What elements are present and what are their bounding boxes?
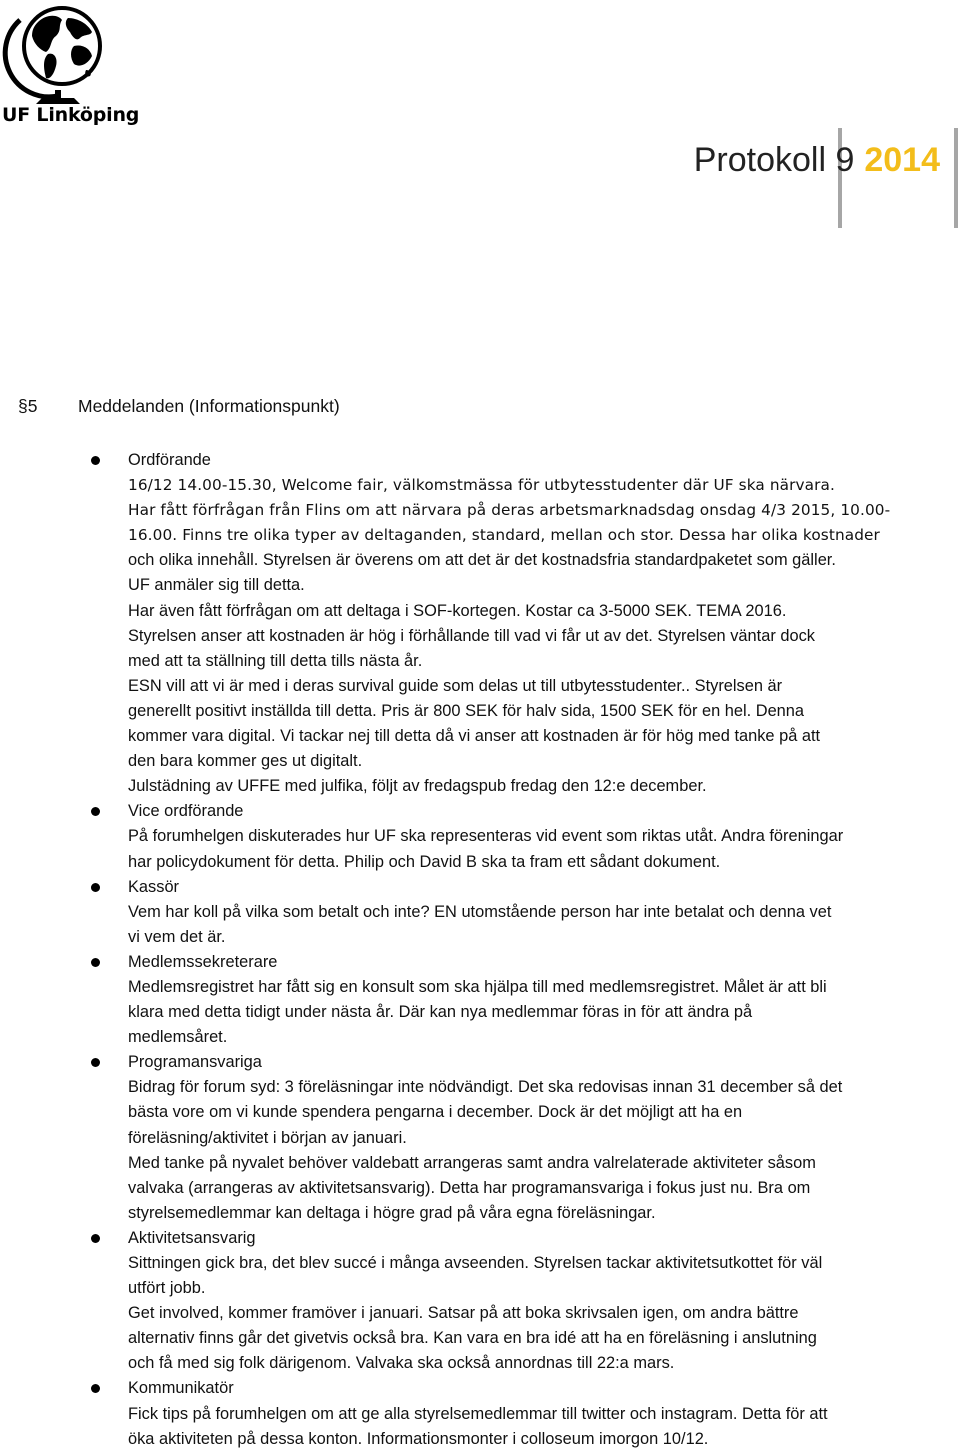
item-line: styrelsemedlemmar kan deltaga i högre grad på våra egna föreläsningar. xyxy=(128,1203,656,1222)
bullet-icon xyxy=(91,1058,100,1067)
title-year: 2014 xyxy=(864,141,940,179)
item-line: ESN vill att vi är med i deras survival guide som delas ut till utbytesstudenter.. Styrelsen är xyxy=(128,676,783,695)
bullet-icon xyxy=(91,883,100,892)
item-line: utfört jobb. xyxy=(128,1279,206,1298)
list-item-ordforande xyxy=(128,448,948,799)
item-line: Med tanke på nyvalet behöver valdebatt arrangeras samt andra valrelaterade aktiviteter såsom xyxy=(128,1153,816,1172)
list-item-vice-ordforande xyxy=(128,799,948,874)
bullet-icon xyxy=(91,1384,100,1393)
item-line: medlemsåret. xyxy=(128,1028,228,1047)
section-title: Meddelanden (Informationspunkt) xyxy=(78,396,340,416)
item-role: Aktivitetsansvarig xyxy=(128,1228,256,1247)
logo-text: UF Linköping xyxy=(2,104,140,126)
item-line: klara med detta tidigt under nästa år. Där kan nya medlemmar föras in för att ändra på xyxy=(128,1003,753,1022)
uf-linkoping-logo xyxy=(0,0,140,130)
item-line: alternativ finns går det givetvis också bra. Kan vara en bra idé att ha en föreläsning i anslutning xyxy=(128,1329,817,1348)
item-line: kommer vara digital. Vi tackar nej till detta då vi anser att kostnaden är för hög med tanke på att xyxy=(128,727,821,746)
item-role: Kassör xyxy=(128,877,180,896)
item-line: UF anmäler sig till detta. xyxy=(128,576,305,595)
item-line: Get involved, kommer framöver i januari. Satsar på att boka skrivsalen igen, om andra bättre xyxy=(128,1304,799,1323)
item-line: På forumhelgen diskuterades hur UF ska representeras vid event som riktas utåt. Andra föreningar xyxy=(128,827,844,846)
item-line: Vem har koll på vilka som betalt och inte? EN utomstående person har inte betalat och denna vet xyxy=(128,902,832,921)
bullet-icon xyxy=(91,807,100,816)
title-text: Protokoll 9 xyxy=(693,141,855,179)
list-item-aktivitetsansvarig xyxy=(128,1226,948,1377)
bullet-icon xyxy=(91,958,100,967)
item-line: Bidrag för forum syd: 3 föreläsningar inte nödvändigt. Det ska redovisas innan 31 december så det xyxy=(128,1078,843,1097)
item-line: Har fått förfrågan från Flins om att närvara på deras arbetsmarknadsdag onsdag 4/3 2015, 10.00- xyxy=(128,501,891,520)
item-role: Medlemssekreterare xyxy=(128,952,278,971)
item-role: Vice ordförande xyxy=(128,802,244,821)
item-line: den bara kommer ges ut digitalt. xyxy=(128,752,363,771)
item-line: Julstädning av UFFE med julfika, följt av fredagspub fredag den 12:e december. xyxy=(128,777,707,796)
item-line: och olika innehåll. Styrelsen är överens om att det är det kostnadsfria standardpaketet som gäller. xyxy=(128,551,836,570)
item-line: generellt positivt inställda till detta. Pris är 800 SEK för halv sida, 1500 SEK för en hel. Denna xyxy=(128,701,805,720)
title-divider-right xyxy=(954,128,958,228)
document-title xyxy=(694,140,940,180)
item-line: har policydokument för detta. Philip och David B ska ta fram ett sådant dokument. xyxy=(128,852,721,871)
bullet-icon xyxy=(91,1234,100,1243)
bullet-list xyxy=(128,448,948,1452)
bullet-icon xyxy=(91,456,100,465)
item-line: Medlemsregistret har fått sig en konsult som ska hjälpa till med medlemsregistret. Målet är att bli xyxy=(128,977,827,996)
globe-icon xyxy=(0,0,120,110)
list-item-kassor xyxy=(128,875,948,950)
item-line: Styrelsen anser att kostnaden är hög i förhållande till vad vi får ut av det. Styrelsen väntar dock xyxy=(128,626,815,645)
item-line: vi vem det är. xyxy=(128,927,226,946)
item-line: 16/12 14.00-15.30, Welcome fair, välkomstmässa för utbytesstudenter där UF ska närvara. xyxy=(128,476,835,495)
list-item-medlemssekreterare xyxy=(128,950,948,1050)
item-role: Ordförande xyxy=(128,451,211,469)
section-number: §5 xyxy=(18,396,38,416)
item-line: och få med sig folk därigenom. Valvaka ska också annordnas till 22:a mars. xyxy=(128,1354,675,1373)
list-item-kommunikator xyxy=(128,1376,948,1451)
list-item-programansvariga xyxy=(128,1050,948,1226)
item-role: Programansvariga xyxy=(128,1053,262,1072)
item-role: Kommunikatör xyxy=(128,1379,234,1398)
item-line: Sittningen gick bra, det blev succé i många avseenden. Styrelsen tackar aktivitetsutkottet för väl xyxy=(128,1254,823,1272)
item-line: föreläsning/aktivitet i början av januari. xyxy=(128,1128,407,1147)
item-line: öka aktiviteten på dessa konton. Informationsmonter i colloseum imorgon 10/12. xyxy=(128,1429,709,1448)
item-line: bästa vore om vi kunde spendera pengarna i december. Dock är det möjligt att ha en xyxy=(128,1103,743,1122)
item-line: 16.00. Finns tre olika typer av deltaganden, standard, mellan och stor. Dessa har olika kostnader xyxy=(128,526,880,545)
item-line: med att ta ställning till detta tills nästa år. xyxy=(128,651,423,670)
section-heading xyxy=(18,394,340,418)
item-line: Har även fått förfrågan om att deltaga i SOF-kortegen. Kostar ca 3-5000 SEK. TEMA 2016. xyxy=(128,601,787,620)
item-line: Fick tips på forumhelgen om att ge alla styrelsemedlemmar till twitter och instagram. Detta för att xyxy=(128,1404,828,1423)
item-line: valvaka (arrangeras av aktivitetsansvarig). Detta har programansvariga i fokus just nu. Bra om xyxy=(128,1178,811,1197)
